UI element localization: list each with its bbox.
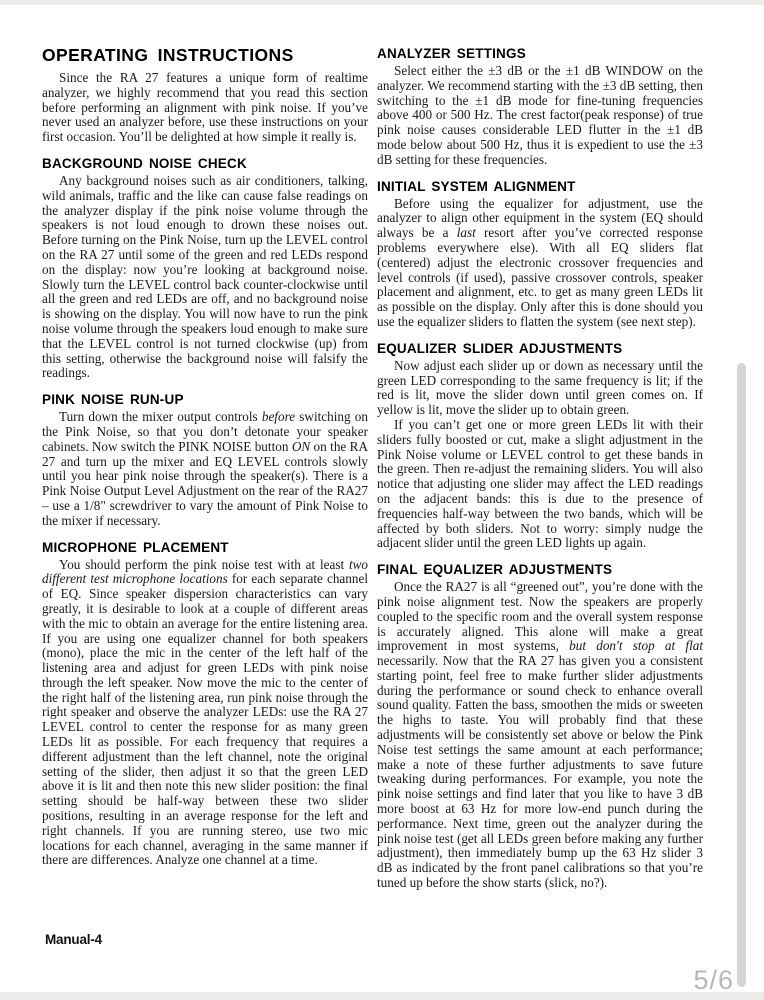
paragraph: Select either the ±3 dB or the ±1 dB WINDOW on the analyzer. We recommend starting with the ±3 dB setting, then switching to the ±1 dB mode for fine-tuning frequencies above 400 or 500 Hz. The crest factor(peak response) of true pink noise causes considerable LED flutter in the ±1 dB mode below about 500 Hz, thus it is expedient to use the ±3 dB setting for these frequencies. xyxy=(377,63,703,167)
paragraph: Turn down the mixer output controls before switching on the Pink Noise, so that you don’t detonate your speaker cabinets. Now switch the PINK NOISE button ON on the RA 27 and turn up the mixer and EQ LEVEL controls slowly until you hear pink noise through the speaker(s). There is a Pink Noise Output Level Adjustment on the rear of the RA27 – use a 1/8" screwdriver to vary the amount of Pink Noise to the mixer if necessary. xyxy=(42,409,368,528)
section-heading: INITIAL SYSTEM ALIGNMENT xyxy=(377,178,576,194)
section-analyzer-settings xyxy=(377,46,703,168)
document-page xyxy=(0,5,764,992)
paragraph: You should perform the pink noise test with at least two different test microphone locations for each separate channel of EQ. Since speaker dispersion characteristics can vary greatly, it is desirable to look at a couple of different areas with the mic to obtain an average for the entire listening area. If you are using one equalizer channel for both speakers (mono), place the mic in the center of the left half of the listening area and adjust for green LEDs with pink noise through the left speaker. Now move the mic to the center of the right half of the listening area, run pink noise through the right speaker and observe the analyzer LEDs: use the RA 27 LEVEL control to center the response for as many green LEDs lit as possible. For each frequency that requires a different adjustment than the left channel, note the original setting of the slider, then adjust it so that the green LED above it is lit and then note this new slider position: the final setting should be half-way between these two slider positions, resulting in an average response for the left and right channels. If you are running stereo, use two mic locations for each channel, averaging in the same manner if there are differences. Analyze one channel at a time. xyxy=(42,556,368,868)
paragraph: Before using the equalizer for adjustment, use the analyzer to align other equipment in the system (EQ should always be a last resort after you’ve corrected response problems everywhere else). With all EQ sliders flat (centered) adjust the electronic crossover frequencies and level controls (if used), passive crossover controls, speaker placement and alignment, etc. to get as many green LEDs lit as possible on the display. Only after this is done should you use the equalizer sliders to flatten the system (see next step). xyxy=(377,195,703,329)
section-final-equalizer-adjustments xyxy=(377,562,703,891)
left-column xyxy=(42,45,368,891)
section-initial-system-alignment xyxy=(377,179,703,330)
scrollbar-thumb[interactable] xyxy=(737,363,746,987)
page-title: OPERATING INSTRUCTIONS xyxy=(42,45,294,65)
section-heading: PINK NOISE RUN-UP xyxy=(42,392,184,408)
section-pink-noise-run-up xyxy=(42,392,368,528)
section-background-noise-check xyxy=(42,156,368,381)
section-heading: BACKGROUND NOISE CHECK xyxy=(42,155,247,171)
section-heading: FINAL EQUALIZER ADJUSTMENTS xyxy=(377,562,613,578)
paragraph: Once the RA27 is all “greened out”, you’re done with the pink noise alignment test. Now the speakers are properly coupled to the specific room and the overall system response is accurately aligned. This alone will make a great improvement in most systems, but don't stop at flat necessarily. Now that the RA 27 has given you a consistent starting point, feel free to make further slider adjustments during the performance or sound check to enhance overall sound quality. Fatten the bass, smoothen the mids or sweeten the highs to taste. You will probably find that these adjustments will be consistently set above or below the Pink Noise test settings the same amount at each performance; make a note of these further adjustments to save future tweaking during performances. For example, you note the pink noise settings and find later that you like to have 3 dB more boost at 63 Hz for more low-end punch during the performance. Next time, green out the analyzer during the pink noise test (get all LEDs green before making any further adjustment), then immediately bump up the 63 Hz slider 3 dB as indicated by the front panel calibrations so that you’re tuned up before the show starts (slick, no?). xyxy=(377,579,703,891)
page-content xyxy=(0,5,764,891)
section-heading: ANALYZER SETTINGS xyxy=(377,46,526,61)
section-operating-instructions xyxy=(42,45,368,145)
section-heading: MICROPHONE PLACEMENT xyxy=(42,539,229,555)
page-number-indicator: 5/6 xyxy=(693,965,734,995)
section-microphone-placement xyxy=(42,540,368,869)
right-column xyxy=(377,45,703,891)
intro-paragraph: Since the RA 27 features a unique form of realtime analyzer, we highly recommend that you read this section before performing an alignment with pink noise. If you’ve never used an analyzer before, use these instructions on your first occasion. You’ll be delighted at how simple it really is. xyxy=(42,70,368,145)
section-heading: EQUALIZER SLIDER ADJUSTMENTS xyxy=(377,340,623,356)
section-equalizer-slider-adjustments xyxy=(377,341,703,551)
paragraph: If you can’t get one or more green LEDs lit with their sliders fully boosted or cut, make a slight adjustment in the Pink Noise volume or LEVEL control to get these bands in the green. Then re-adjust the remaining sliders. You will also notice that adjusting one slider may affect the LED readings on the adjacent bands: this is due to the presence of frequencies half-way between the two bands, which will be affected by both sliders. Not to worry: simply nudge the adjacent slider until the green LED lights up again. xyxy=(377,416,703,551)
paragraph: Now adjust each slider up or down as necessary until the green LED corresponding to the same frequency is lit; if the red is lit, move the slider down until green comes on. If yellow is lit, move the slider up to obtain green. xyxy=(377,357,703,418)
footer-page-label: Manual-4 xyxy=(45,932,102,947)
paragraph: Any background noises such as air conditioners, talking, wild animals, traffic and the like can cause false readings on the analyzer display if the pink noise volume through the speakers is not loud enough to drown these noises out. Before turning on the Pink Noise, turn up the LEVEL control on the RA 27 until some of the green and red LEDs respond on the display: now you’re looking at background noise. Slowly turn the LEVEL control back counter-clockwise until all the green and red LEDs are off, and no background noise is showing on the display. You will now have to run the pink noise volume through the speakers loud enough to make sure that the LEVEL control is not turned clockwise (up) from this setting, otherwise the background noise will falsify the readings. xyxy=(42,172,368,381)
